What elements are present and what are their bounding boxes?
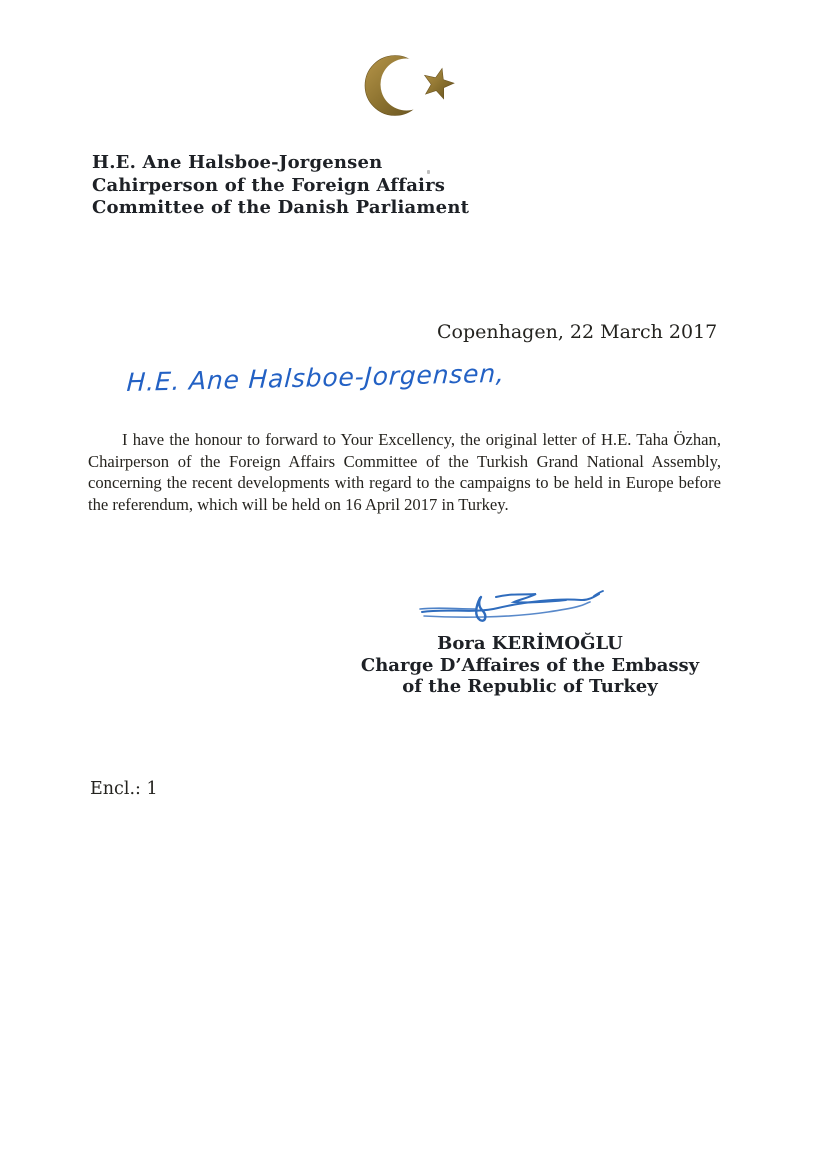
crescent-shape xyxy=(365,56,425,116)
crescent-star-emblem xyxy=(364,53,456,120)
star-shape xyxy=(425,69,454,99)
enclosure-note: Encl.: 1 xyxy=(90,779,158,799)
handwritten-signature xyxy=(418,588,616,624)
signer-name: Bora KERİMOĞLU xyxy=(437,633,623,654)
handwritten-salutation: H.E. Ane Halsboe-Jorgensen, xyxy=(126,358,506,397)
signature-block xyxy=(350,633,710,698)
signature-stroke xyxy=(422,594,599,612)
signer-title-line: Charge D’Affaires of the Embassy xyxy=(360,654,700,676)
recipient-line: H.E. Ane Halsboe-Jorgensen xyxy=(92,152,383,173)
body-paragraph: I have the honour to forward to Your Excellency, the original letter of H.E. Taha Özhan, Chairperson of the Foreign Affairs Committee of the Turkish Grand National Assembly, concerning the recent developments with regard to the campaigns to be held in Europe before the referendum, which will be held on 16 April 2017 in Turkey. xyxy=(88,430,721,514)
signature-stroke xyxy=(420,608,476,609)
dateline: Copenhagen, 22 March 2017 xyxy=(437,321,718,343)
recipient-address-block xyxy=(92,152,469,220)
recipient-line: Committee of the Danish Parliament xyxy=(92,197,470,218)
recipient-line: Cahirperson of the Foreign Affairs xyxy=(92,174,446,196)
signer-title-line: of the Republic of Turkey xyxy=(402,676,658,697)
scan-artifact-speck xyxy=(427,170,430,174)
